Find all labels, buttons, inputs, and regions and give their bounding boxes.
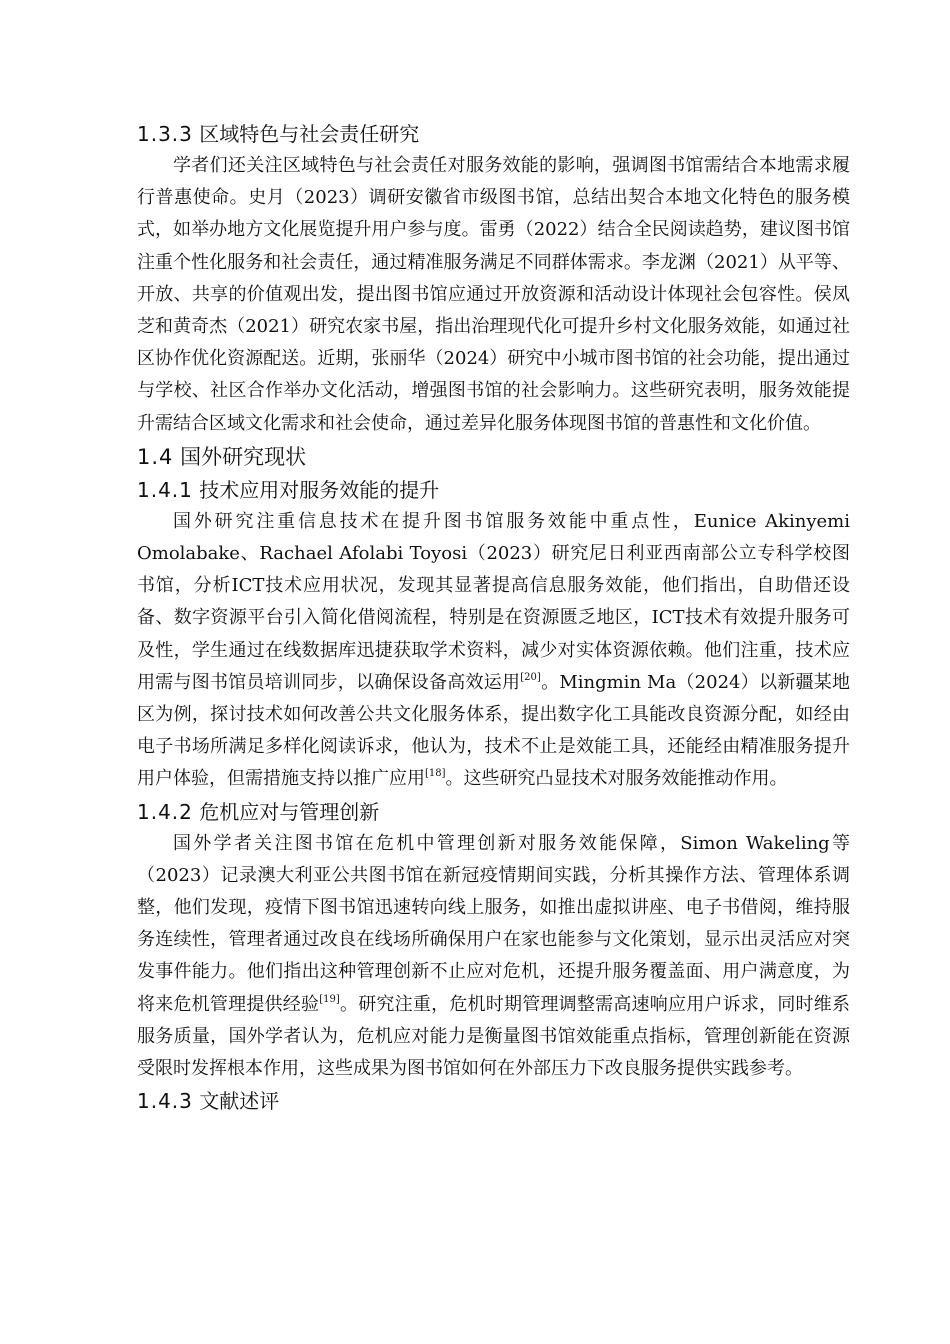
heading-title: 区域特色与社会责任研究 [199, 122, 420, 146]
heading-1-4 [137, 440, 850, 474]
paragraph-text: 。这些研究凸显技术对服务效能推动作用。 [445, 768, 788, 790]
heading-title: 技术应用对服务效能的提升 [199, 477, 440, 502]
heading-number: 1.4 [137, 444, 174, 469]
paragraph-1-4-1 [137, 506, 850, 796]
heading-number: 1.4.1 [137, 477, 193, 502]
heading-title: 危机应对与管理创新 [199, 799, 380, 824]
heading-number: 1.3.3 [137, 122, 193, 146]
paragraph-1-3-3: 学者们还关注区域特色与社会责任对服务效能的影响，强调图书馆需结合本地需求履行普惠使命。史月（2023）调研安徽省市级图书馆，总结出契合本地文化特色的服务模式，如举办地方文化展览提升用户参与度。雷勇（2022）结合全民阅读趋势，建议图书馆注重个性化服务和社会责任，通过精准服务满足不同群体需求。李龙渊（2021）从平等、开放、共享的价值观出发，提出图书馆应通过开放资源和活动设计体现社会包容性。侯凤芝和黄奇杰（2021）研究农家书屋，指出治理现代化可提升乡村文化服务效能，如通过社区协作优化资源配送。近期，张丽华（2024）研究中小城市图书馆的社会功能，提出通过与学校、社区合作举办文化活动，增强图书馆的社会影响力。这些研究表明，服务效能提升需结合区域文化需求和社会使命，通过差异化服务体现图书馆的普惠性和文化价值。 [137, 155, 850, 434]
paragraph-1-4-2 [137, 828, 850, 1086]
heading-number: 1.4.3 [137, 1089, 193, 1114]
heading-number: 1.4.2 [137, 799, 193, 824]
paragraph-text: 。Mingmin Ma（2024）以新疆某地区为例，探讨技术如何改善公共文化服务体系，提出数字化工具能改良资源分配，如经由电子书场所满足多样化阅读诉求，他认为，技术不止是效能工具，还能经由精准服务提升用户体验，但需措施支持以推广应用 [137, 671, 850, 790]
heading-title: 文献述评 [199, 1089, 280, 1114]
citation-ref: [20] [520, 671, 541, 683]
heading-1-4-2 [137, 796, 850, 828]
heading-title: 国外研究现状 [180, 444, 307, 469]
paragraph-text: 。研究注重，危机时期管理调整需高速响应用户诉求，同时维系服务质量，国外学者认为，危机应对能力是衡量图书馆效能重点指标，管理创新能在资源受限时发挥根本作用，这些成果为图书馆如何在外部压力下改良服务提供实践参考。 [137, 993, 851, 1080]
paragraph-text: 国外研究注重信息技术在提升图书馆服务效能中重点性，Eunice Akinyemi Omolabake、Rachael Afolabi Toyosi（2023）研究尼日利亚西南部公立专科学校图书馆，分析ICT技术应用状况，发现其显著提高信息服务效能，他们指出，自助借还设备、数字资源平台引入简化借阅流程，特别是在资源匮乏地区，ICT技术有效提升服务可及性，学生通过在线数据库迅捷获取学术资料，减少对实体资源依赖。他们注重，技术应用需与图书馆员培训同步，以确保设备高效运用 [137, 510, 850, 693]
citation-ref: [18] [425, 768, 446, 780]
paragraph-text: 国外学者关注图书馆在危机中管理创新对服务效能保障，Simon Wakeling等（2023）记录澳大利亚公共图书馆在新冠疫情期间实践，分析其操作方法、管理体系调整，他们发现，疫情下图书馆迅速转向线上服务，如推出虚拟讲座、电子书借阅，维持服务连续性，管理者通过改良在线场所确保用户在家也能参与文化策划，显示出灵活应对突发事件能力。他们指出这种管理创新不止应对危机，还提升服务覆盖面、用户满意度，为将来危机管理提供经验 [137, 832, 850, 1015]
citation-ref: [19] [319, 993, 340, 1005]
page-content [137, 116, 850, 1117]
heading-1-4-3 [137, 1085, 850, 1117]
heading-1-3-3 [137, 118, 850, 150]
heading-1-4-1 [137, 474, 850, 506]
